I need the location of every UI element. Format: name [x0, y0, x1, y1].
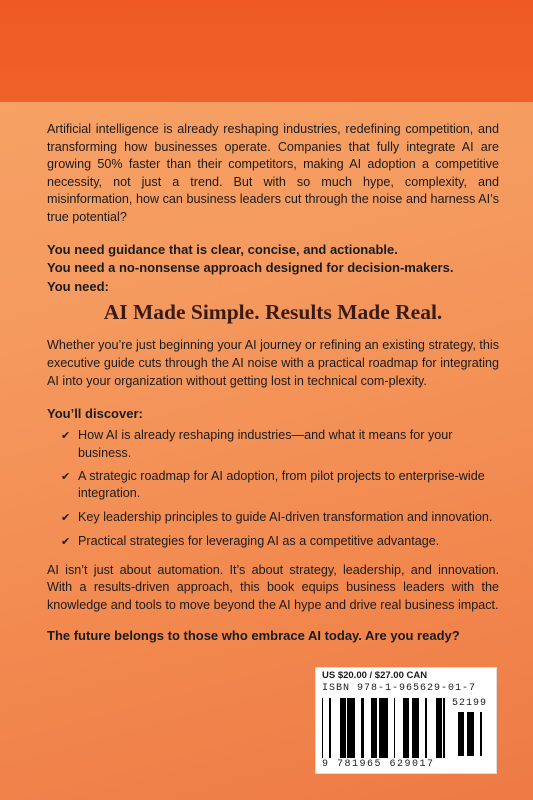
lead-line: You need guidance that is clear, concise, and actionable.: [47, 241, 398, 257]
price-code-label: 52199: [452, 698, 488, 709]
isbn-label: ISBN 978-1-965629-01-7: [322, 683, 477, 694]
isbn-barcode: [322, 698, 446, 758]
list-item: [61, 509, 499, 527]
list-item: [61, 468, 499, 503]
closing-paragraph: AI isn’t just about automation. It’s about strategy, leadership, and innovation. With a results-driven approach, this book equips business leaders with the knowledge and tools to move beyond the AI hype and drive real business impact.: [47, 562, 499, 612]
price-label: US $20.00 / $27.00 CAN: [322, 670, 428, 681]
list-item: [61, 533, 499, 551]
checkmark-icon: ✔: [61, 536, 71, 549]
headline: AI Made Simple. Results Made Real.: [103, 300, 443, 325]
barcode-box: [315, 667, 497, 774]
lead-line: You need a no-nonsense approach designed for decision-makers.: [47, 260, 454, 276]
intro-paragraph: Artificial intelligence is already reshaping industries, redefining competition, and transforming how businesses operate. Companies that fully integrate AI are growing 50% faster than their competitors, making AI adoption a competitive necessity, not just a trend. But with so much hype, complexity, and misinformation, how can business leaders cut through the noise and harness AI’s true potential?: [47, 122, 499, 224]
cover-copy: [47, 121, 499, 643]
discover-heading: You’ll discover:: [47, 406, 143, 422]
list-item-text: Practical strategies for leveraging AI as a competitive advantage.: [78, 534, 440, 549]
lead-lines: [47, 241, 499, 297]
checkmark-icon: ✔: [61, 470, 71, 483]
lead-line: You need:: [47, 278, 109, 294]
list-item: [61, 427, 499, 462]
checkmark-icon: ✔: [61, 430, 71, 443]
checkmark-icon: ✔: [61, 511, 71, 524]
guide-paragraph: Whether you’re just beginning your AI journey or refining an existing strategy, this executive guide cuts through the AI noise with a practical roadmap for integrating AI into your organization without getting lost in technical com-plexity.: [47, 338, 499, 388]
closing-question: The future belongs to those who embrace AI today. Are you ready?: [47, 628, 460, 644]
price-barcode: [452, 712, 490, 756]
list-item-text: A strategic roadmap for AI adoption, from pilot projects to enterprise-wide integration.: [78, 468, 485, 501]
discover-list: [47, 427, 499, 551]
list-item-text: Key leadership principles to guide AI-driven transformation and innovation.: [78, 509, 493, 524]
list-item-text: How AI is already reshaping industries—and what it means for your business.: [78, 428, 453, 460]
ean-digits: 9 781965 629017: [322, 759, 435, 770]
top-color-band: [0, 0, 533, 102]
